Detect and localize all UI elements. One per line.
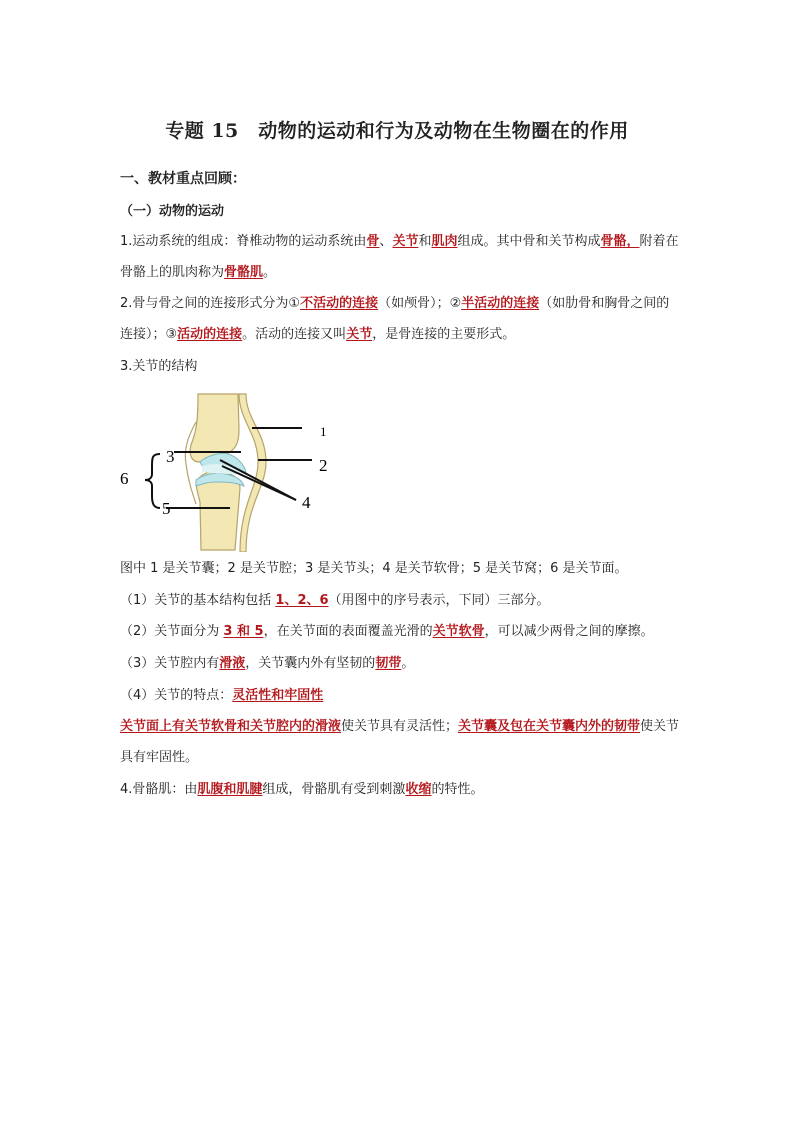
label-2: 2 [319, 456, 328, 475]
question-4: （4）关节的特点：灵活性和牢固性 [120, 688, 324, 703]
paragraph-3: 3.关节的结构 [120, 359, 198, 374]
label-5: 5 [162, 499, 171, 518]
answer-muscle-parts: 肌腹和肌腱 [197, 782, 263, 797]
joint-structure-diagram [116, 392, 346, 552]
answer-skeletal-muscle: 骨骼肌 [224, 265, 264, 280]
paragraph-4: 4.骨骼肌：由肌腹和肌腱组成，骨骼肌有受到刺激收缩的特性。 [120, 782, 484, 797]
question-1: （1）关节的基本结构包括 1、2、6（用图中的序号表示，下同）三部分。 [120, 593, 550, 608]
label-6: 6 [120, 469, 129, 488]
answer-flexibility: 关节面上有关节软骨和关节腔内的滑液 [120, 719, 342, 734]
paragraph-2: 2.骨与骨之间的连接形式分为①不活动的连接（如颅骨）；②半活动的连接（如肋骨和胸骨之间的连接）；③活动的连接。活动的连接又叫关节，是骨连接的主要形式。 [120, 296, 670, 342]
answer-bone: 骨 [366, 234, 380, 249]
question-3: （3）关节腔内有滑液，关节囊内外有坚韧的韧带。 [120, 656, 415, 671]
label-4: 4 [302, 493, 311, 512]
page-title: 专题 15 动物的运动和行为及动物在生物圈在的作用 [165, 120, 629, 142]
answer-semi-movable: 半活动的连接 [461, 296, 540, 311]
answer-q1: 1、2、6 [275, 593, 329, 608]
section-heading: 一、教材重点回顾： [120, 171, 246, 187]
answer-joint: 关节 [392, 234, 419, 249]
answer-articulation: 关节 [346, 327, 373, 342]
diagram-caption: 图中 1 是关节囊；2 是关节腔；3 是关节头；4 是关节软骨；5 是关节窝；6 是关节面。 [120, 561, 628, 576]
answer-q3-ligament: 韧带 [375, 656, 402, 671]
answer-movable: 活动的连接 [177, 327, 243, 342]
answer-muscle: 肌肉 [431, 234, 458, 249]
answer-immovable: 不活动的连接 [300, 296, 379, 311]
answer-q3-fluid: 滑液 [219, 656, 246, 671]
answer-q4: 灵活性和牢固性 [232, 688, 324, 703]
brace-6 [145, 454, 160, 508]
label-3: 3 [166, 447, 175, 466]
answer-q2-surfaces: 3 和 5 [223, 624, 264, 639]
question-4-explanation: 关节面上有关节软骨和关节腔内的滑液使关节具有灵活性；关节囊及包在关节囊内外的韧带使关节具有牢固性。 [120, 719, 680, 765]
paragraph-1: 1.运动系统的组成：脊椎动物的运动系统由骨、关节和肌肉组成。其中骨和关节构成骨骼，附着在骨骼上的肌肉称为骨骼肌。 [120, 234, 679, 280]
subsection-heading: （一）动物的运动 [120, 204, 225, 219]
answer-firmness: 关节囊及包在关节囊内外的韧带 [458, 719, 641, 734]
question-2: （2）关节面分为 3 和 5，在关节面的表面覆盖光滑的关节软骨，可以减少两骨之间的摩擦。 [120, 624, 654, 639]
answer-contraction: 收缩 [405, 782, 432, 797]
answer-skeleton: 骨骼， [600, 234, 640, 249]
label-1: 1 [320, 424, 327, 439]
answer-q2-cartilage: 关节软骨 [432, 624, 485, 639]
